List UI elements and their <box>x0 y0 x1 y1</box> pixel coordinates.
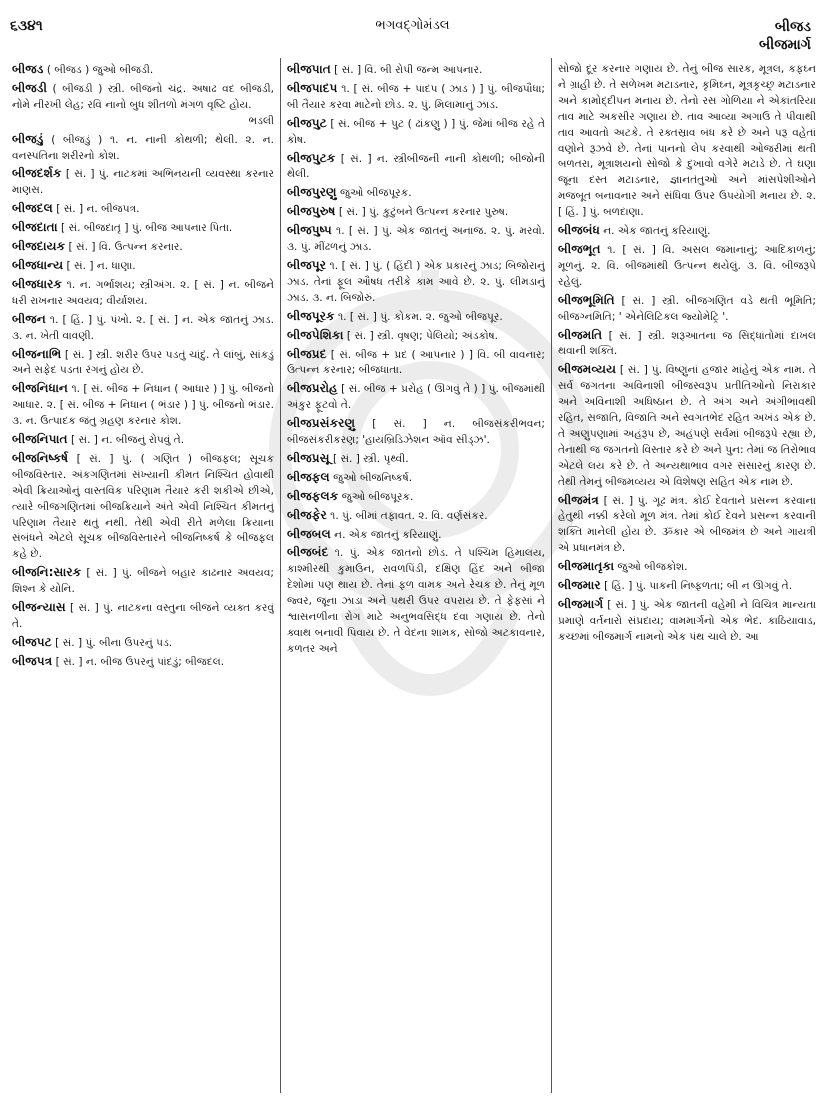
dictionary-entry <box>287 470 545 487</box>
entry-headword: બીજપ્રસંકરણુ <box>287 416 356 431</box>
entry-headword: બીજદાયક <box>12 239 66 254</box>
entry-definition: ૧. [ સં. ] પું. ( હિંદી ) એક પ્રકારનું ઝાડ; બિજોરાનું ઝાડ. તેનાં ફૂલ ઔષધ તરીકે કામ આવે છે. ૨. પું. લીમડાનું ઝાડ. ૩. ન. બિજોરું. <box>287 259 545 304</box>
entry-definition: ન. એક જાતનું કરિયાણું. <box>599 225 711 238</box>
dictionary-entry <box>287 62 545 79</box>
entry-definition: [ સં. ] વિ. ઉત્પન્ન કરનાર. <box>65 241 183 254</box>
dictionary-entry <box>558 597 816 646</box>
dictionary-entry <box>12 81 274 130</box>
entry-definition: ૧. [ સં. બીજ + પાદપ ( ઝાડ ) ] પું. બીજપૌધા; બી તૈયાર કરવા માટેનો છોડ. ૨. પું. મિલામાનું ઝાડ. <box>287 82 545 111</box>
dictionary-entry <box>287 223 545 256</box>
dictionary-entry <box>12 166 274 199</box>
entry-definition: ૧. [ સં. ] વિ. અસલ જમાનાનું; આદિકાળનું; મૂળનું. ૨. વિ. બીજમાંથી ઉત્પન્ન થયેલું. ૩. વિ. બીજરૂપે રહેલું. <box>558 243 816 288</box>
entry-definition: [ સં. ] ન. બીજસંકરીભવન; બીજસંકરીકરણ; 'હાયબ્રિડિઝેશન ઑવ સીડ્ઝ'. <box>287 418 545 447</box>
entry-headword: બીજમંત્ર <box>558 492 599 507</box>
guide-words <box>759 18 811 54</box>
entry-definition: જુઓ બીજકોશ. <box>614 561 688 574</box>
entry-headword: બીજધારક <box>12 276 63 291</box>
dictionary-entry <box>12 62 274 79</box>
entry-headword: બીજદર્શક <box>12 166 62 181</box>
entry-definition: [ સં. ] પું. કુટુંબને ઉત્પન્ન કરનાર પુરુષ. <box>335 206 509 219</box>
entry-headword: બીજભૂમિતિ <box>558 292 615 307</box>
book-title: ભગવદ્ગોમંડલ <box>375 18 450 33</box>
dictionary-entry <box>287 347 545 380</box>
entry-headword: બીજડી <box>12 80 47 95</box>
entry-headword: બીજફલ <box>287 469 330 484</box>
entry-headword: બીજમવ્યય <box>558 362 617 377</box>
entry-headword: બીજપાત <box>287 62 331 76</box>
entry-definition: [ સં. ] ન. બીજ ઉપરનું પાંદડું; બીજદલ. <box>52 655 225 668</box>
entry-headword: બીજપુટ <box>287 115 327 130</box>
dictionary-entry <box>287 81 545 114</box>
dictionary-entry <box>12 565 274 598</box>
dictionary-entry <box>12 635 274 652</box>
dictionary-entry <box>12 451 274 563</box>
entry-headword: બીજફેર <box>287 507 327 522</box>
entry-definition: [ હિં. ] પું. પાકની નિષ્ફળતા; બી ન ઊગવું તે. <box>600 580 793 593</box>
entry-headword: બીજપ્રસૂ <box>287 450 330 465</box>
entry-headword: બીજધાન્ય <box>12 257 64 272</box>
quote-attribution: ભડલી <box>248 114 274 127</box>
entry-definition: [ સં. ] સ્ત્રી. બીજગણિત વડે થતી ભૂમિતિ; બીજગ્નમિતિ; ' એનેલિટિકલ જ્યોમેટ્રિ '. <box>558 294 816 323</box>
dictionary-entry <box>12 258 274 275</box>
entry-definition: સોજો દૂર કરનાર ગણાય છે. તેનું બીજ સારક, મૂત્રલ, કફઘ્ન ને ગ્રાહી છે. તે સળેખમ મટાડનાર, કૃમિઘ્ન, મૂત્રકૃચ્છ્ર મટાડનાર અને કામોદ્દીપન મનાય છે. તેનો રસ ગોળિયા ને એકાંતરિયા તાવ માટે અકસીર ગણાય છે. તાવ આવ્યા અગાઉ તે પીવાથી તાવ આવતો અટકે. તે રક્તસ્રાવ બંધ કરે છે અને પરૂ વહેતાં વણોને રૂઝવે છે. તેનાં પાનનો લેપ કરવાથી ઓજરીમાં થતી બળતરા, મૂત્રાશયનો સોજો કે દુખાવો વગેરે મટાડે છે. તે ઘણા જૂના દસ્ત મટાડનાર, જ્ઞાનતંતુઓ અને માંસપેશીઓને મજબૂત બનાવનાર અને સંધિવા ઉપર ઉપયોગી મનાય છે. ૨. [ હિં. ] પું. બળદાણા. <box>558 63 816 219</box>
dictionary-entry <box>12 201 274 218</box>
entry-headword: બીજનાભિ <box>12 346 62 361</box>
dictionary-entry <box>287 204 545 221</box>
dictionary-entry <box>287 508 545 525</box>
entry-definition: ૧. પું. એક જાતનો છોડ. તે પશ્ચિમ હિમાલય, કાશ્મીરથી કુમાઉન, રાવળપિંડી, દક્ષિણ હિંદ અને બીજા દેશોમાં પણ થાય છે. તેનાં ફળ વામક અને રેચક છે. તેનું મૂળ જ્વર, જૂના ઝાડા અને પથરી ઉપર વપરાય છે. તે ફેફસાં ને શ્વાસનળીના રોગ માટે અનુભવસિદ્ધ દવા ગણાય છે. તેનો ક્વાથ બનાવી પિવાય છે. તે વેદના શામક, સોજો અટકાવનાર, કળતર અને <box>287 547 545 655</box>
dictionary-entry <box>12 600 274 633</box>
dictionary-entry <box>12 132 274 165</box>
dictionary-entry <box>558 493 816 558</box>
entry-definition: [ સં. ] ન. બીજનું રોપવું તે. <box>67 434 185 447</box>
entry-definition: [ સં. બીજ + પ્રદ ( આપનાર ) ] વિ. બી વાવનાર; ઉત્પન્ન કરનાર; બીજધાતા. <box>287 348 545 377</box>
entry-headword: બીજનિ:સારક <box>12 565 82 580</box>
entry-definition: ૧. [ સં. ] પું. એક જાતનું અનાજ. ૨. પું. મરવો. ૩. પું. મીંઢળનું ઝાડ. <box>287 225 545 254</box>
dictionary-entry <box>287 545 545 657</box>
dictionary-entry <box>287 328 545 345</box>
dictionary-entry <box>558 559 816 576</box>
dictionary-entry <box>287 151 545 184</box>
entry-headword: બીજપુટક <box>287 150 336 165</box>
entry-definition: ( બીજડું ) ૧. ન. નાની કોથળી; થેલી. ૨. ન. વનસ્પતિના શરીરનો કોશ. <box>12 133 274 162</box>
dictionary-entry <box>287 185 545 202</box>
entry-definition: [ સં. ] વિ. બી રોપી જન્મ આપનાર. <box>330 64 483 76</box>
entry-definition: ૧. પું. બીમાં તફાવત. ૨. વિ. વર્ણસંકર. <box>326 509 488 522</box>
entry-definition: [ સં. બીજદાતૃ ] પું. બીજ આપનાર પિતા. <box>57 222 233 235</box>
entry-definition: [ સં. ] પું. નાટકમાં અભિનયની વ્યવસ્થા કરનાર માણસ. <box>12 168 274 197</box>
entry-headword: બીજપ્રરોહ <box>287 381 338 396</box>
entry-headword: બીજન <box>12 311 46 326</box>
entry-definition: ૧. ન. ગર્ભાશય; સ્ત્રીઅંગ. ૨. [ સં. ] ન. બીજને ધરી રાખનાર અવયવ; વીર્યાશય. <box>12 278 274 307</box>
entry-definition: ૧. [ હિં. ] પું. પંખો. ૨. [ સં. ] ન. એક જાતનું ઝાડ. ૩. ન. ખેતી વાવણી. <box>12 313 274 342</box>
entry-headword: બીજપુષ્પ <box>287 223 332 238</box>
entry-headword: બીજમતિ <box>558 327 603 342</box>
entry-headword: બીજબંદ <box>287 545 329 560</box>
dictionary-entry <box>558 293 816 326</box>
dictionary-entry <box>558 223 816 240</box>
entry-headword: બીજડ <box>12 62 44 76</box>
entry-headword: બીજપાદપ <box>287 80 338 95</box>
dictionary-entry <box>558 242 816 291</box>
entry-definition: [ સં. ] પું. વિષ્ણુનાં હજાર માંહેનું એક નામ. તે સર્વ જગતના અવિનાશી બીજસ્વરૂપ પ્રતીતિઓનો નિરાકાર અને અવિનાશી અધિષ્ઠાન છે. તે અંગ અને અંગીભાવથી રહિત, સજાતિ, વિજાતિ અને સ્વગતભેદ રહિત અખંડ એક છે. તે અણુપણામાં અહંરૂપ છે, અહંપણે સર્વમાં બીજરૂપે રહ્યા છે, તેનાથી જ જગતનો વિસ્તાર કરે છે અને પુન: તેમાં જ તિરોભાવ એટલે લય કરે છે. તે અન્યથાભાવ વગર સંસારનું કારણ છે. તેથી તેમનું બીજમવ્યય એ વિશેષણ સહિત એક નામ છે. <box>558 364 816 488</box>
entry-headword: બીજનિપાત <box>12 432 68 447</box>
entry-definition: [ સં. ] ન. સ્ત્રીબીજની નાની કોથળી; બીજોની થેલી. <box>287 152 545 181</box>
entry-headword: બીજદાતા <box>12 220 58 235</box>
dictionary-entry <box>287 258 545 307</box>
entry-headword: બીજપટ <box>12 634 52 649</box>
entry-headword: બીજપ્રદ <box>287 346 327 361</box>
dictionary-entry <box>12 654 274 671</box>
column-divider <box>280 58 281 1093</box>
dictionary-entry <box>12 381 274 430</box>
entry-definition: [ સં. ] સ્ત્રી. પૃથ્વી. <box>329 452 409 465</box>
entry-definition: જુઓ બીજપૂરક. <box>336 187 412 200</box>
entry-definition: [ સં. ] પું. ( ગણિત ) બીજફલ; સૂચક બીજવિસ્તાર. અંકગણિતમાં સંખ્યાની કીમત નિશ્ચિત હોવાથી એવી ક્રિયાઓનું વાસ્તવિક પરિણામ તૈયાર કરી શકીએ છીએ, ત્યારે બીજગણિતમાં બીજક્રિયાને અંતે એવી નિશ્ચિત કીમતનું પરિણામ તૈયાર થતું નથી. તેથી એવી રીતે મળેલા ક્રિયાના સંબંધને એટલે સૂચક બીજવિસ્તારને બીજનિષ્કર્ષ કે બીજફલ કહે છે. <box>12 452 274 561</box>
entry-headword: બીજબલ <box>287 526 331 541</box>
entry-headword: બીજપૂર <box>287 257 327 272</box>
dictionary-column <box>12 62 274 1096</box>
dictionary-column <box>287 62 545 1096</box>
entry-definition: [ સં. ] પું. બીજને બહાર કાઢનાર અવયવ; શિશ્ન કે યોનિ. <box>12 567 274 596</box>
entry-headword: બીજભૂત <box>558 241 601 256</box>
entry-definition: [ સં. ] પું. એક જાતની વહેમી ને વિચિત્ર માન્યતા પ્રમાણે વર્તનારો સંપ્રદાય; વામમાર્ગનો એક ભેદ. કાઠિયાવાડ, કચ્છમાં બીજમાર્ગ નામનો એક પંથ ચાલે છે. આ <box>558 599 816 643</box>
entry-definition: [ સં. ] પું. ગૂઢ મંત્ર. કોઈ દેવતાને પ્રસન્ન કરવાના હેતુથી નક્કી કરેલો મૂળ મંત્ર. તેમાં કોઈ દેવને પ્રસન્ન કરવાની શક્તિ માનેલી હોય છે. ૐકાર એ બીજમંત્ર છે અને ગાયત્રી એ પ્રધાનમંત્ર છે. <box>558 494 816 555</box>
entry-headword: બીજન્યાસ <box>12 600 66 615</box>
dictionary-entry <box>12 220 274 237</box>
entry-headword: બીજડું <box>12 131 44 146</box>
dictionary-column <box>558 62 816 1096</box>
entry-headword: બીજનિધાન <box>12 381 69 396</box>
entry-headword: બીજપુરુષ <box>287 204 336 219</box>
entry-definition: [ સં. ] ન. બીજપત્ર. <box>52 203 140 216</box>
entry-definition: ( બીજડ ) જુઓ બીજડી. <box>43 64 154 76</box>
dictionary-entry <box>558 328 816 361</box>
entry-definition: [ સં. ] સ્ત્રી. વૃષણ; પેલિયો; અંડકોષ. <box>343 329 498 342</box>
entry-definition: ૧. [ સં. ] પું. કોકમ. ૨. જુઓ બીજપૂર. <box>334 310 503 323</box>
entry-headword: બીજમાર <box>558 578 601 593</box>
entry-definition: [ સં. બીજ + પ્રરોહ ( ઊગવું તે ) ] પું. બીજમાંથી અંકુર ફૂટવો તે. <box>287 383 545 412</box>
guide-word-last: બીજમાર્ગ <box>758 37 811 53</box>
page-number: ૬૩૪૧ <box>10 18 43 34</box>
entry-headword: બીજપુરણુ <box>287 185 337 200</box>
entry-definition: જુઓ બીજપૂરક. <box>338 490 414 503</box>
entry-definition: ન. એક જાતનું કરિયાણું. <box>330 528 442 541</box>
entry-definition: ( બીજડી ) સ્ત્રી. બીજનો ચંદ્ર. અષાઢ વદ બીજડી, નોમે નીરખી લેહ; રવિ નાનો બુધ શીતળો મંગળ વૃષ્ટિ હોય. <box>12 82 274 111</box>
dictionary-entry <box>287 416 545 449</box>
entry-definition: જુઓ બીજનિષ્કર્ષ. <box>329 471 413 484</box>
entry-headword: બીજદલ <box>12 201 53 216</box>
entry-definition: [ સં. ] ન. ધાણા. <box>63 259 136 272</box>
dictionary-entry <box>558 62 816 221</box>
entry-headword: બીજપૂરક <box>287 308 335 323</box>
dictionary-entry <box>287 116 545 149</box>
dictionary-entry <box>287 381 545 414</box>
dictionary-entry <box>12 277 274 310</box>
dictionary-entry <box>12 432 274 449</box>
dictionary-entry <box>287 451 545 468</box>
entry-definition: [ સં. ] સ્ત્રી. શરૂઆતના જ સિદ્ધાંતોમાં દાખલ થવાની શક્તિ. <box>558 329 816 358</box>
entry-headword: બીજપત્ર <box>12 653 53 668</box>
entry-definition: [ સં. ] પું. નાટકના વસ્તુના બીજને વ્યક્ત કરવું તે. <box>12 602 274 630</box>
entry-headword: બીજપેશિકા <box>287 327 344 342</box>
entry-definition: [ સં. ] પું. બીના ઉપરનું પડ. <box>51 636 173 649</box>
dictionary-entry <box>287 489 545 506</box>
dictionary-entry <box>558 578 816 595</box>
entry-definition: [ સં. બીજ + પુટ ( ઢાંકણુ ) ] પું. જેમાં બીજ રહે તે કોષ. <box>287 117 545 146</box>
column-divider <box>551 58 552 1093</box>
dictionary-entry <box>12 347 274 380</box>
entry-headword: બીજમાતૃકા <box>558 559 615 574</box>
dictionary-entry <box>287 309 545 326</box>
dictionary-entry <box>287 527 545 544</box>
dictionary-entry <box>558 362 816 490</box>
entry-headword: બીજનિષ્કર્ષ <box>12 450 69 465</box>
dictionary-entry <box>12 312 274 345</box>
entry-headword: બીજમાર્ગ <box>558 597 604 611</box>
entry-definition: ૧. [ સં. બીજ + નિધાન ( આધાર ) ] પું. બીજનો આધાર. ૨. [ સં. બીજ + નિધાન ( ભંડાર ) ] પું. બીજનો ભંડાર. ૩. ન. ઉત્પાદક જંતુ ગ્રહણ કરનાર કોશ. <box>12 383 274 428</box>
entry-headword: બીજબંધ <box>558 223 600 238</box>
dictionary-entry <box>12 239 274 256</box>
guide-word-first: બીજડ <box>774 19 811 35</box>
entry-definition: [ સં. ] સ્ત્રી. શરીર ઉપર પડતું ચાંદું. તે લાંબું, સાંકડું અને સફેદ પડતા રંગનું હોય છે. <box>12 348 274 377</box>
entry-headword: બીજફલક <box>287 488 339 503</box>
